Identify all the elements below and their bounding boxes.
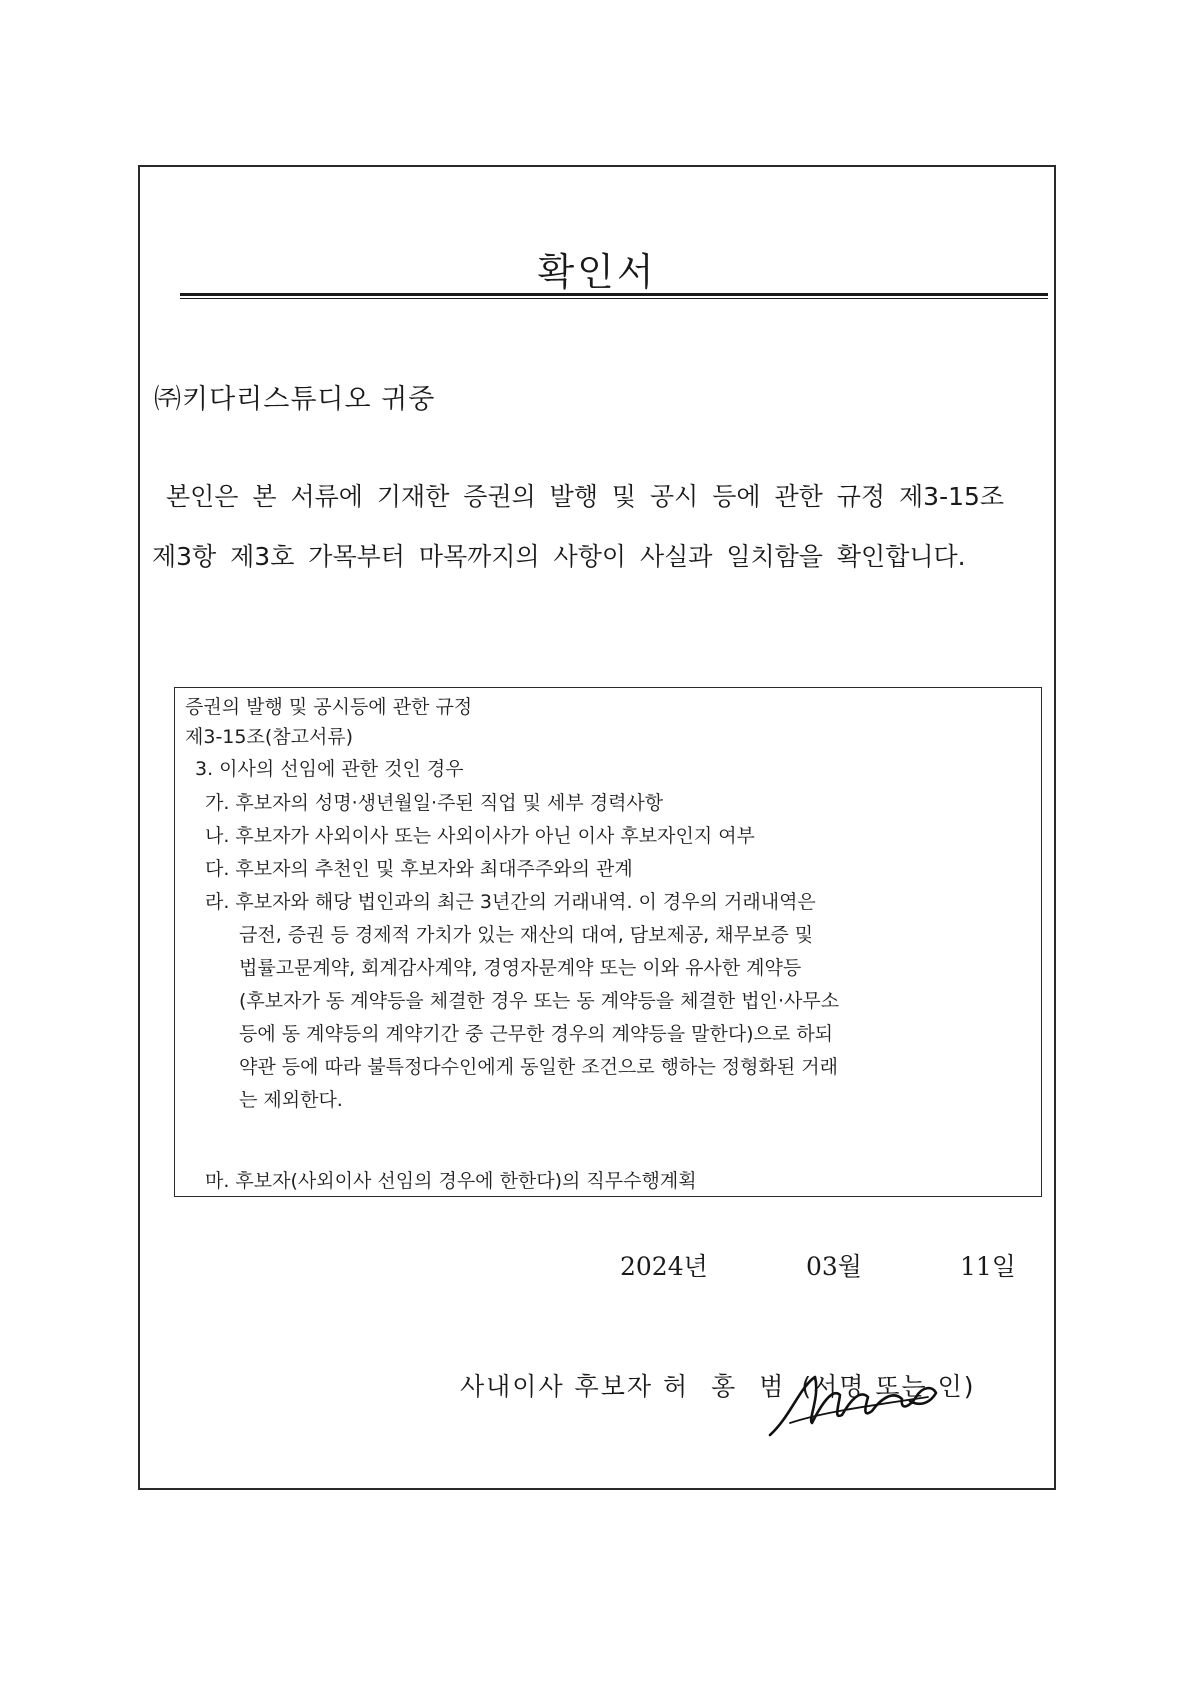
reference-item-ga: 가. 후보자의 성명·생년월일·주된 직업 및 세부 경력사항 <box>205 792 664 814</box>
reference-item-ra-continued: (후보자가 동 계약등을 체결한 경우 또는 동 계약등을 체결한 법인·사무소 <box>239 990 840 1012</box>
reference-article: 제3-15조(참고서류) <box>185 726 354 748</box>
reference-item-na: 나. 후보자가 사외이사 또는 사외이사가 아닌 이사 후보자인지 여부 <box>205 825 755 847</box>
reference-item-ra-continued: 등에 동 계약등의 계약기간 중 근무한 경우의 계약등을 말한다)으로 하되 <box>239 1023 834 1045</box>
recipient: ㈜키다리스튜디오 귀중 <box>154 384 436 415</box>
signature-note: (서명 또는 인) <box>801 1372 976 1401</box>
reference-item-ra: 라. 후보자와 해당 법인과의 최근 3년간의 거래내역. 이 경우의 거래내역은 <box>205 891 816 913</box>
reference-item-ra-continued: 는 제외한다. <box>239 1089 343 1111</box>
confirmation-statement: 본인은 본 서류에 기재한 증권의 발행 및 공시 등에 관한 규정 제3-15조 제3항 제3호 가목부터 마목까지의 사항이 사실과 일치함을 확인합니다. <box>152 482 1005 571</box>
date-year: 2024년 <box>620 1252 708 1281</box>
document-frame <box>138 165 1056 1490</box>
date-month: 03월 <box>806 1252 862 1281</box>
reference-item-ma: 마. 후보자(사외이사 선임의 경우에 한한다)의 직무수행계획 <box>205 1170 697 1192</box>
reference-regulation: 증권의 발행 및 공시등에 관한 규정 <box>185 696 473 718</box>
reference-item-da: 다. 후보자의 추천인 및 후보자와 최대주주와의 관계 <box>205 858 633 880</box>
document-title: 확인서 <box>537 250 657 294</box>
reference-item-ra-continued: 금전, 증권 등 경제적 가치가 있는 재산의 대여, 담보제공, 채무보증 및 <box>239 924 814 946</box>
reference-clause: 3. 이사의 선임에 관한 것인 경우 <box>195 758 464 780</box>
title-underline <box>180 293 1048 299</box>
date-day: 11일 <box>960 1252 1016 1281</box>
signer-name: 허 홍 범 <box>663 1372 792 1401</box>
signer-role: 사내이사 후보자 <box>460 1372 653 1401</box>
reference-item-ra-continued: 법률고문계약, 회계감사계약, 경영자문계약 또는 이와 유사한 계약등 <box>239 957 802 979</box>
reference-item-ra-continued: 약관 등에 따라 불특정다수인에게 동일한 조건으로 행하는 정형화된 거래 <box>239 1056 838 1078</box>
handwritten-signature <box>760 1357 950 1447</box>
reference-box <box>174 687 1042 1197</box>
